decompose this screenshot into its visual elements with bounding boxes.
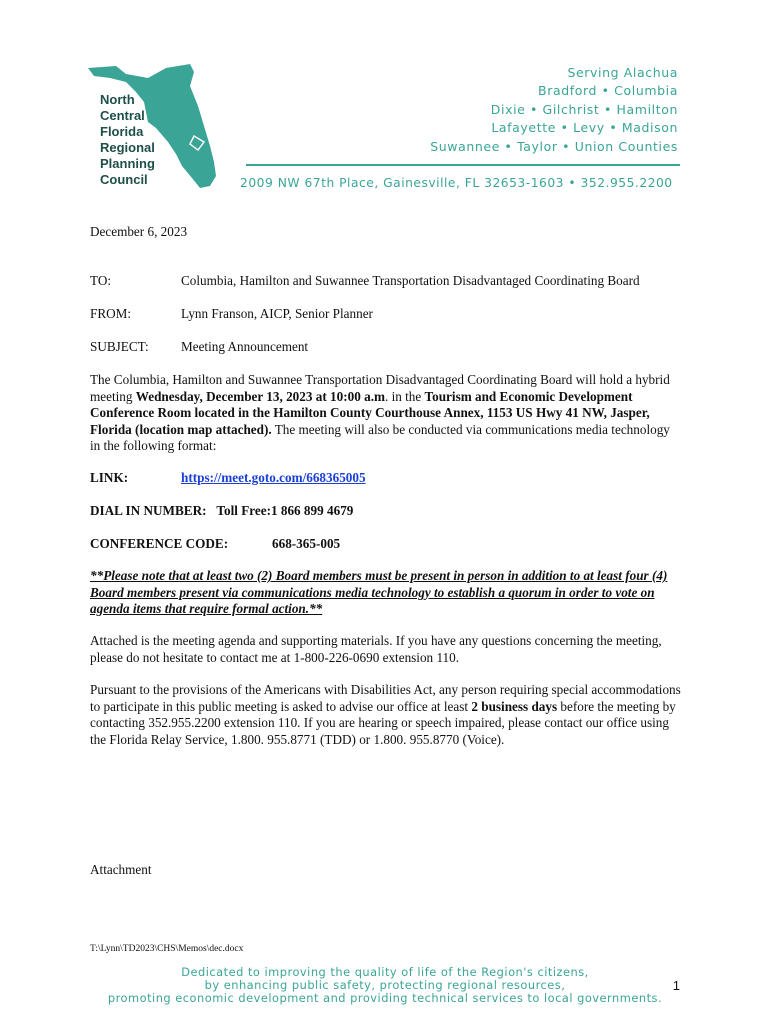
dial-label: DIAL IN NUMBER:	[90, 503, 207, 518]
meeting-link-row	[90, 470, 366, 486]
code-value: 668-365-005	[272, 536, 341, 551]
to-label: TO:	[90, 273, 112, 288]
page-number: 1	[672, 978, 680, 993]
file-path: T:\Lynn\TD2023\CHS\Memos\dec.docx	[90, 944, 244, 954]
business-days: 2 business days	[471, 698, 558, 714]
dial-in-row	[90, 503, 353, 519]
serving-counties	[430, 64, 678, 156]
meeting-announcement-paragraph	[90, 372, 682, 455]
ada-paragraph	[90, 682, 682, 748]
to-value: Columbia, Hamilton and Suwannee Transportation Disadvantaged Coordinating Board	[181, 273, 640, 288]
org-name-line: Regional	[100, 140, 155, 155]
serving-line: Suwannee • Taylor • Union Counties	[430, 138, 678, 154]
meeting-location: Tourism and Economic Development Conference Room located in the Hamilton County Courthouse Annex, 1153 US Hwy 41 NW, Jasper, Florida (location map attached).	[90, 388, 650, 437]
ncfrpc-logo	[86, 62, 226, 194]
p3-text: before the meeting by contacting 352.955.2200 extension 110. If you are hearing or speech impaired, please contact our office using the Florida Relay Service, 1.800. 955.8771 (TDD) or 1.800. 955.8770 (Voice).	[90, 698, 676, 747]
footer-tagline	[0, 966, 770, 1004]
letterhead-divider	[246, 164, 680, 166]
p3-text: Pursuant to the provisions of the Americans with Disabilities Act, any person requiring special accommodations to participate in this public meeting is asked to advise our office at least	[90, 682, 681, 714]
conference-code-row	[90, 536, 341, 552]
footer-line: by enhancing public safety, protecting regional resources,	[204, 977, 566, 992]
dial-value: Toll Free:1 866 899 4679	[216, 503, 354, 518]
quorum-notice: **Please note that at least two (2) Board members must be present in person in addition to at least four (4) Board members present via communications media technology to establish a quorum in order to vote on agenda items that require formal action.**	[90, 568, 668, 616]
memo-date: December 6, 2023	[90, 224, 188, 239]
p1-text: . in the	[384, 388, 425, 404]
p1-text: The meeting will also be conducted via communications media technology in the following format:	[90, 421, 670, 453]
serving-line: Bradford • Columbia	[538, 83, 678, 99]
org-name	[100, 92, 155, 188]
org-name-line: Central	[100, 108, 145, 123]
subject-value: Meeting Announcement	[181, 339, 309, 354]
code-label: CONFERENCE CODE:	[90, 536, 229, 551]
attachment-label: Attachment	[90, 862, 152, 877]
subject-label: SUBJECT:	[90, 339, 149, 354]
link-label: LINK:	[90, 470, 129, 485]
serving-line: Lafayette • Levy • Madison	[491, 120, 678, 136]
org-name-line: Florida	[100, 124, 144, 139]
memo-to-row	[90, 273, 640, 289]
serving-line: Serving Alachua	[567, 65, 678, 80]
meeting-link[interactable]: https://meet.goto.com/668365005	[181, 470, 366, 485]
meeting-datetime: Wednesday, December 13, 2023 at 10:00 a.m	[135, 388, 385, 404]
org-name-line: Council	[100, 172, 148, 187]
from-label: FROM:	[90, 306, 132, 321]
memo-subject-row	[90, 339, 309, 355]
org-name-line: North	[100, 92, 135, 107]
org-name-line: Planning	[100, 156, 155, 171]
attached-materials-paragraph: Attached is the meeting agenda and supporting materials. If you have any questions concerning the meeting, please do not hesitate to contact me at 1-800-226-0690 extension 110.	[90, 633, 662, 665]
footer-line: Dedicated to improving the quality of life of the Region's citizens,	[181, 965, 589, 979]
letterhead-address: 2009 NW 67th Place, Gainesville, FL 32653-1603 • 352.955.2200	[240, 176, 673, 190]
serving-line: Dixie • Gilchrist • Hamilton	[490, 101, 678, 117]
p1-text: The Columbia, Hamilton and Suwannee Transportation Disadvantaged Coordinating Board will hold a hybrid meeting	[90, 372, 670, 404]
from-value: Lynn Franson, AICP, Senior Planner	[181, 306, 373, 321]
memo-from-row	[90, 306, 373, 322]
footer-line: promoting economic development and providing technical services to local governments.	[107, 990, 663, 1005]
